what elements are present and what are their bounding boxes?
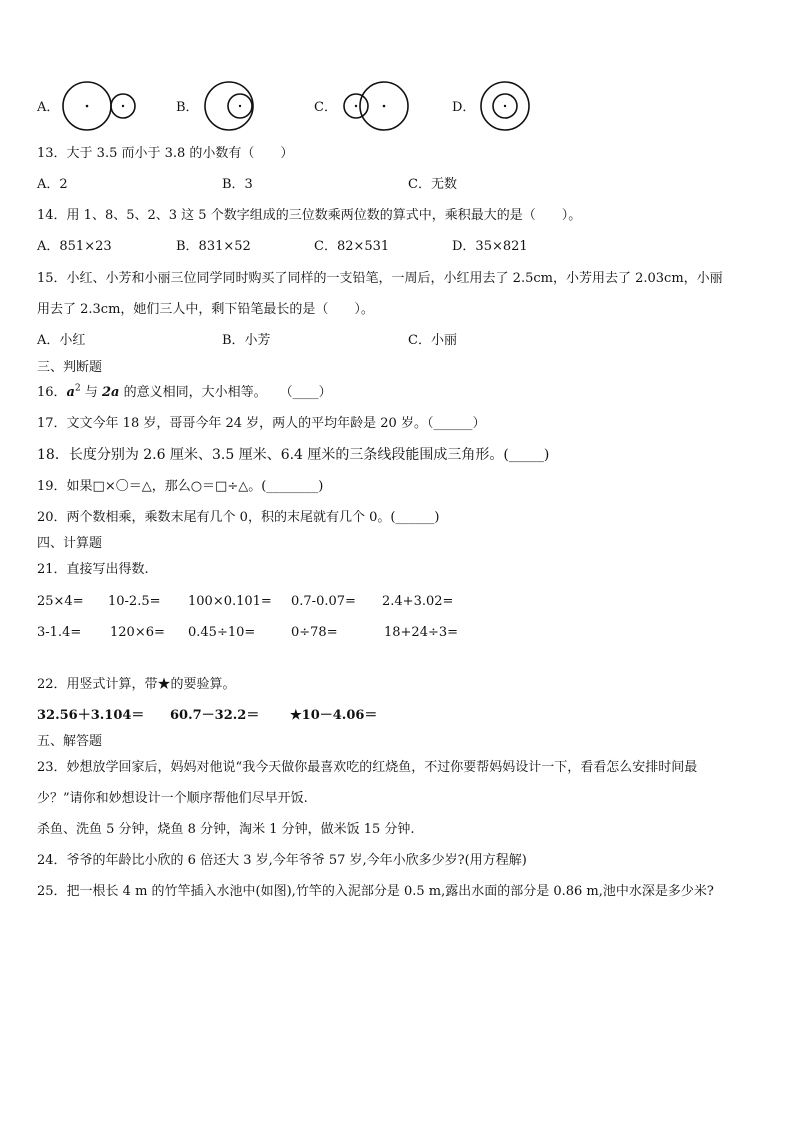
q14-option-b: B．831×52	[176, 239, 251, 254]
q21-r1-c4: 0.7-0.07=	[291, 594, 356, 609]
q22-stem: 22．用竖式计算，带★的要验算。	[37, 677, 236, 692]
q23-line1: 23．妙想放学回家后，妈妈对他说“我今天做你最喜欢吃的红烧鱼，不过你要帮妈妈设计一下，看看怎么安排时间最	[37, 760, 698, 775]
q15-option-c: C．小丽	[408, 333, 457, 348]
q16-var-2a: 2a	[101, 385, 120, 400]
q23-line3: 杀鱼、洗鱼 5 分钟，烧鱼 8 分钟，淘米 1 分钟，做米饭 15 分钟.	[37, 822, 415, 837]
q21-r2-c4: 0÷78=	[291, 625, 338, 640]
q22-item-1: 32.56＋3.104＝	[37, 708, 145, 723]
q18-statement: 18．长度分别为 2.6 厘米、3.5 厘米、6.4 厘米的三条线段能围成三角形。(_____)	[37, 447, 550, 463]
q15-stem-line1: 15．小红、小芳和小丽三位同学同时购买了同样的一支铅笔，一周后，小红用去了 2.5cm，小芳用去了 2.03cm，小丽	[37, 271, 723, 286]
q14-option-a: A．851×23	[37, 239, 112, 254]
q23-line2: 少？”请你和妙想设计一个顺序帮他们尽早开饭.	[37, 791, 308, 806]
q14-option-c: C．82×531	[314, 239, 390, 254]
q21-r1-c2: 10-2.5=	[108, 594, 161, 609]
q12-option-a-label: A．	[37, 100, 60, 115]
q21-r1-c5: 2.4+3.02=	[382, 594, 454, 609]
q13-option-a: A．2	[37, 177, 68, 192]
q15-option-b: B．小芳	[222, 333, 271, 348]
q13-option-b: B．3	[222, 177, 253, 192]
q13-stem: 13．大于 3.5 而小于 3.8 的小数有（ ）	[37, 146, 294, 161]
q21-r2-c3: 0.45÷10=	[188, 625, 256, 640]
q21-r2-c1: 3-1.4=	[37, 625, 82, 640]
q21-stem: 21．直接写出得数.	[37, 562, 149, 577]
section-5-heading: 五、解答题	[37, 734, 103, 749]
q12-option-d-figure	[478, 80, 534, 132]
q19-statement: 19．如果□×〇＝△，那么○＝□÷△。(________)	[37, 479, 324, 494]
q14-stem: 14．用 1、8、5、2、3 这 5 个数字组成的三位数乘两位数的算式中，乘积最大的是（ ）。	[37, 208, 582, 223]
section-3-heading: 三、判断题	[37, 360, 103, 375]
q16-mid: 与	[80, 385, 102, 400]
q22-item-3: ★10－4.06＝	[290, 708, 378, 723]
q24-statement: 24．爷爷的年龄比小欣的 6 倍还大 3 岁,今年爷爷 57 岁,今年小欣多少岁?(用方程解)	[37, 853, 527, 868]
q22-item-2: 60.7－32.2＝	[170, 708, 260, 723]
q21-r1-c3: 100×0.101=	[188, 594, 272, 609]
q17-statement: 17．文文今年 18 岁，哥哥今年 24 岁，两人的平均年龄是 20 岁。（______）	[37, 416, 486, 431]
q12-option-a-figure	[60, 80, 140, 132]
q16-number: 16．	[37, 385, 67, 400]
q15-option-a: A．小红	[37, 333, 86, 348]
section-4-heading: 四、计算题	[37, 536, 103, 551]
q25-statement: 25．把一根长 4 m 的竹竿插入水池中(如图),竹竿的入泥部分是 0.5 m,露出水面的部分是 0.86 m,池中水深是多少米?	[37, 884, 714, 899]
q15-stem-line2: 用去了 2.3cm，她们三人中，剩下铅笔最长的是（ ）。	[37, 302, 374, 317]
q16-exponent: 2	[74, 383, 81, 394]
q14-option-d: D．35×821	[452, 239, 528, 254]
q12-option-b-label: B．	[176, 100, 199, 115]
q12-option-c-label: C．	[314, 100, 337, 115]
q12-option-c-figure	[338, 80, 412, 132]
q16-var-a: a	[66, 385, 75, 400]
q21-r1-c1: 25×4=	[37, 594, 84, 609]
q16-rest: 的意义相同，大小相等。 （____）	[119, 385, 332, 400]
q12-option-b-figure	[202, 80, 258, 132]
q21-r2-c2: 120×6=	[110, 625, 165, 640]
q13-option-c: C．无数	[408, 177, 457, 192]
q16-statement	[37, 385, 332, 401]
q21-r2-c5: 18+24÷3=	[384, 625, 459, 640]
q20-statement: 20．两个数相乘，乘数末尾有几个 0，积的末尾就有几个 0。(______)	[37, 510, 440, 525]
q12-option-d-label: D．	[452, 100, 476, 115]
